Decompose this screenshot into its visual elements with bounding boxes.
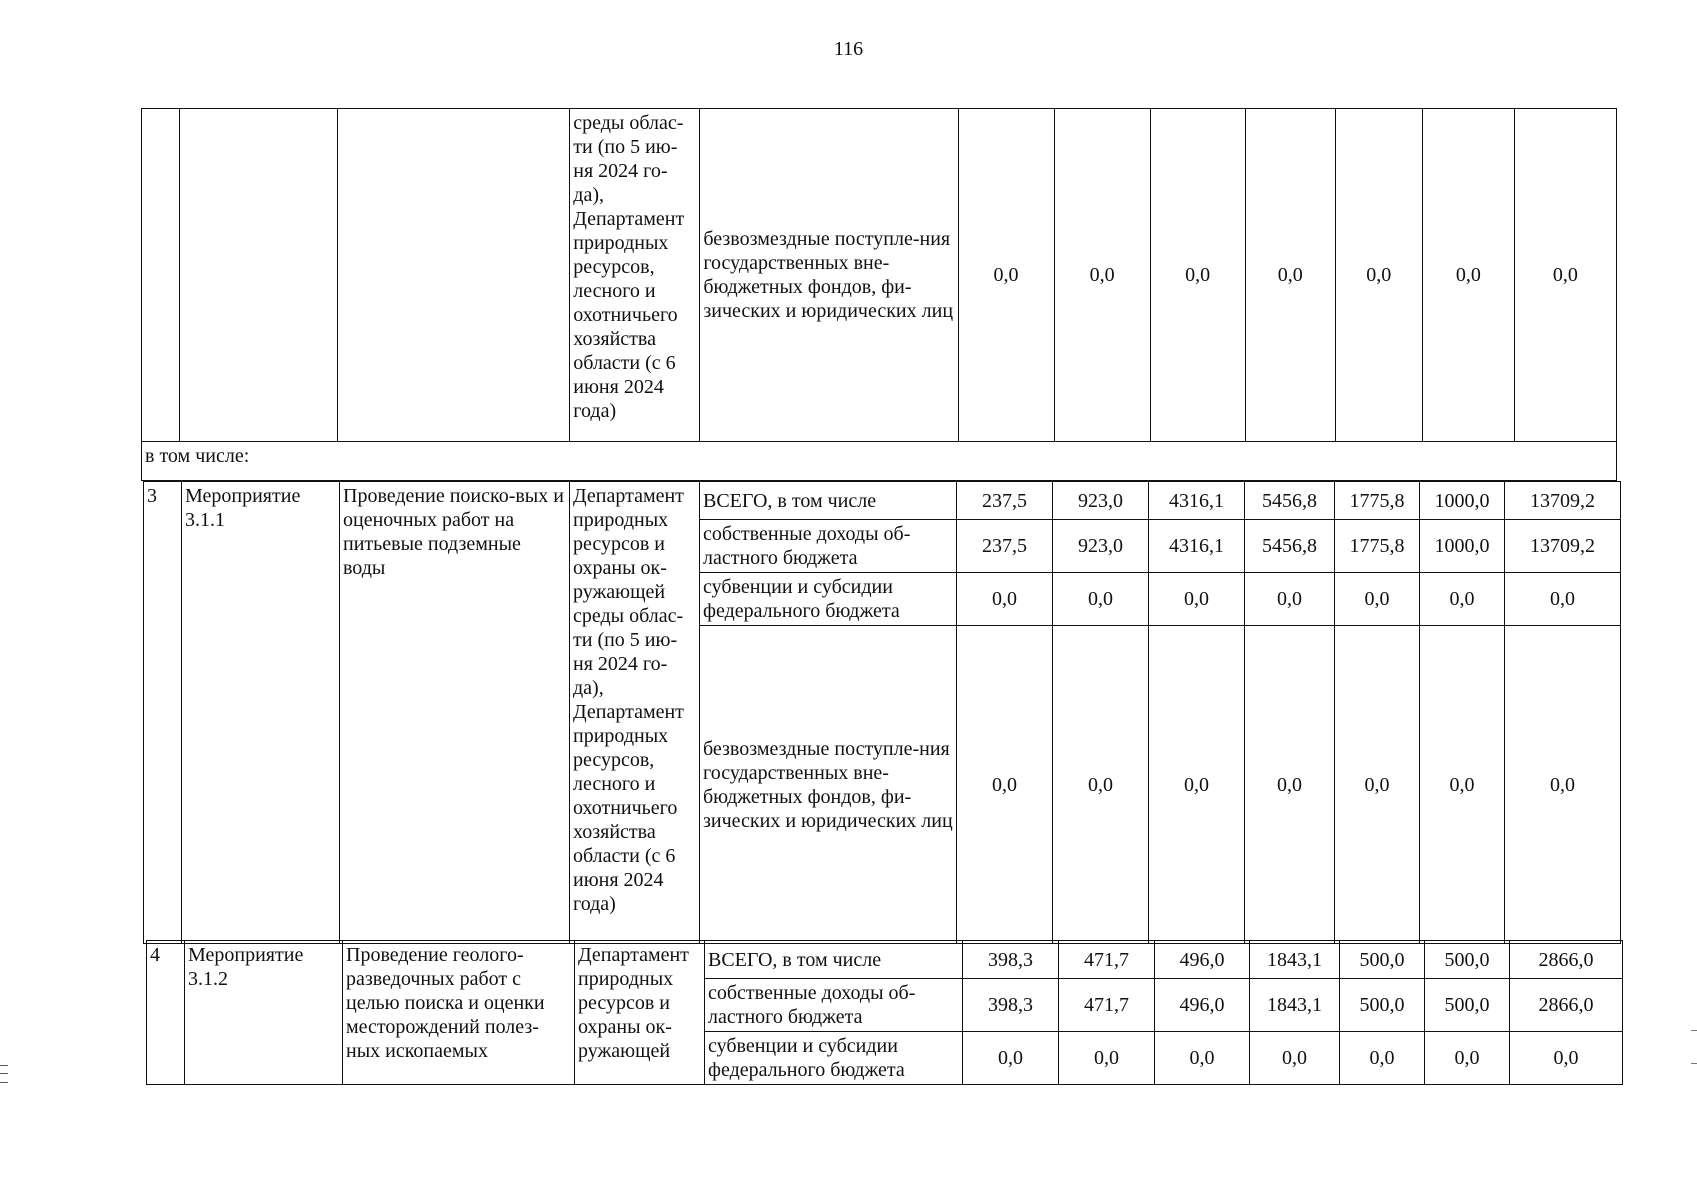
value-cell: 13709,2 bbox=[1505, 482, 1621, 520]
value-cell: 0,0 bbox=[1340, 1032, 1425, 1085]
value-cell: 500,0 bbox=[1340, 979, 1425, 1032]
measure-name: Мероприятие 3.1.1 bbox=[182, 482, 340, 944]
value-cell: 13709,2 bbox=[1505, 520, 1621, 573]
value-cell: 500,0 bbox=[1425, 941, 1510, 979]
value-cell: 398,3 bbox=[963, 941, 1059, 979]
budget-table-measure-3-1-1 bbox=[143, 481, 1621, 944]
value-cell: 0,0 bbox=[1054, 109, 1150, 442]
executor-cell: среды облас-ти (по 5 ию-ня 2024 го-да), Департамент природных ресурсов, лесного и охотничьего хозяйства области (с 6 июня 2024 года) bbox=[570, 109, 700, 442]
value-cell: 1843,1 bbox=[1250, 979, 1340, 1032]
value-cell: 0,0 bbox=[1335, 626, 1420, 944]
value-cell: 2866,0 bbox=[1510, 941, 1623, 979]
value-cell: 0,0 bbox=[957, 573, 1053, 626]
value-cell: 1775,8 bbox=[1335, 482, 1420, 520]
value-cell: 0,0 bbox=[1149, 626, 1245, 944]
value-cell: 0,0 bbox=[1510, 1032, 1623, 1085]
value-cell: 237,5 bbox=[957, 482, 1053, 520]
budget-table-measure-3-1-2 bbox=[146, 940, 1623, 1085]
value-cell: 0,0 bbox=[1155, 1032, 1250, 1085]
value-cell: 0,0 bbox=[1335, 573, 1420, 626]
scan-mark bbox=[0, 1073, 8, 1074]
funding-source-cell: субвенции и субсидии федерального бюджета bbox=[700, 573, 957, 626]
value-cell: 1000,0 bbox=[1420, 520, 1505, 573]
scan-mark bbox=[1691, 1063, 1697, 1064]
value-cell: 923,0 bbox=[1053, 482, 1149, 520]
funding-source-cell: собственные доходы об-ластного бюджета bbox=[705, 979, 963, 1032]
scan-mark bbox=[1691, 1030, 1697, 1031]
measure-description: Проведение геолого-разведочных работ с целью поиска и оценки месторождений полез-ных ископаемых bbox=[343, 941, 575, 1085]
value-cell: 471,7 bbox=[1059, 941, 1155, 979]
value-cell: 0,0 bbox=[1245, 573, 1335, 626]
row-number: 3 bbox=[144, 482, 182, 944]
value-cell: 237,5 bbox=[957, 520, 1053, 573]
page-number: 116 bbox=[833, 38, 864, 60]
value-cell: 4316,1 bbox=[1149, 482, 1245, 520]
funding-source-cell: безвозмездные поступле-ния государственных вне-бюджетных фондов, фи-зических и юридических лиц bbox=[700, 626, 957, 944]
value-cell: 0,0 bbox=[1149, 573, 1245, 626]
value-cell: 0,0 bbox=[963, 1032, 1059, 1085]
empty-cell bbox=[338, 109, 570, 442]
table-row bbox=[147, 941, 1623, 979]
funding-source-cell: собственные доходы об-ластного бюджета bbox=[700, 520, 957, 573]
value-cell: 0,0 bbox=[1335, 109, 1422, 442]
row-number: 4 bbox=[147, 941, 185, 1085]
measure-description: Проведение поиско-вых и оценочных работ на питьевые подземные воды bbox=[340, 482, 570, 944]
executor-cell: Департамент природных ресурсов и охраны ок-ружающей bbox=[575, 941, 705, 1085]
value-cell: 0,0 bbox=[1245, 626, 1335, 944]
value-cell: 2866,0 bbox=[1510, 979, 1623, 1032]
value-cell: 1843,1 bbox=[1250, 941, 1340, 979]
value-cell: 0,0 bbox=[1425, 1032, 1510, 1085]
value-cell: 923,0 bbox=[1053, 520, 1149, 573]
value-cell: 471,7 bbox=[1059, 979, 1155, 1032]
value-cell: 0,0 bbox=[1514, 109, 1616, 442]
value-cell: 0,0 bbox=[1420, 626, 1505, 944]
value-cell: 0,0 bbox=[1053, 573, 1149, 626]
funding-source-cell: ВСЕГО, в том числе bbox=[705, 941, 963, 979]
value-cell: 0,0 bbox=[1150, 109, 1245, 442]
value-cell: 0,0 bbox=[1250, 1032, 1340, 1085]
executor-cell: Департамент природных ресурсов и охраны ок-ружающей среды облас-ти (по 5 ию-ня 2024 го-да), Департамент природных ресурсов, лесного и охотничьего хозяйства области (с 6 июня 2024 года) bbox=[570, 482, 700, 944]
budget-table-continuation bbox=[141, 108, 1617, 481]
value-cell: 1775,8 bbox=[1335, 520, 1420, 573]
value-cell: 500,0 bbox=[1425, 979, 1510, 1032]
empty-cell bbox=[142, 109, 180, 442]
value-cell: 0,0 bbox=[957, 626, 1053, 944]
value-cell: 0,0 bbox=[1420, 573, 1505, 626]
funding-source-cell: субвенции и субсидии федерального бюджета bbox=[705, 1032, 963, 1085]
value-cell: 5456,8 bbox=[1245, 520, 1335, 573]
funding-source-cell: ВСЕГО, в том числе bbox=[700, 482, 957, 520]
section-label: в том числе: bbox=[142, 442, 1617, 481]
value-cell: 0,0 bbox=[1505, 573, 1621, 626]
value-cell: 0,0 bbox=[1053, 626, 1149, 944]
empty-cell bbox=[180, 109, 338, 442]
measure-name: Мероприятие 3.1.2 bbox=[185, 941, 343, 1085]
value-cell: 0,0 bbox=[1422, 109, 1514, 442]
table-row bbox=[142, 109, 1617, 442]
value-cell: 398,3 bbox=[963, 979, 1059, 1032]
scan-mark bbox=[0, 1082, 8, 1083]
table-row bbox=[142, 442, 1617, 481]
value-cell: 496,0 bbox=[1155, 979, 1250, 1032]
table-row bbox=[144, 482, 1621, 520]
value-cell: 0,0 bbox=[958, 109, 1054, 442]
value-cell: 500,0 bbox=[1340, 941, 1425, 979]
value-cell: 0,0 bbox=[1059, 1032, 1155, 1085]
value-cell: 496,0 bbox=[1155, 941, 1250, 979]
value-cell: 0,0 bbox=[1245, 109, 1335, 442]
funding-source-cell: безвозмездные поступле-ния государственных вне-бюджетных фондов, фи-зических и юридических лиц bbox=[700, 109, 958, 442]
value-cell: 1000,0 bbox=[1420, 482, 1505, 520]
value-cell: 0,0 bbox=[1505, 626, 1621, 944]
scan-mark bbox=[0, 1065, 8, 1066]
value-cell: 4316,1 bbox=[1149, 520, 1245, 573]
value-cell: 5456,8 bbox=[1245, 482, 1335, 520]
